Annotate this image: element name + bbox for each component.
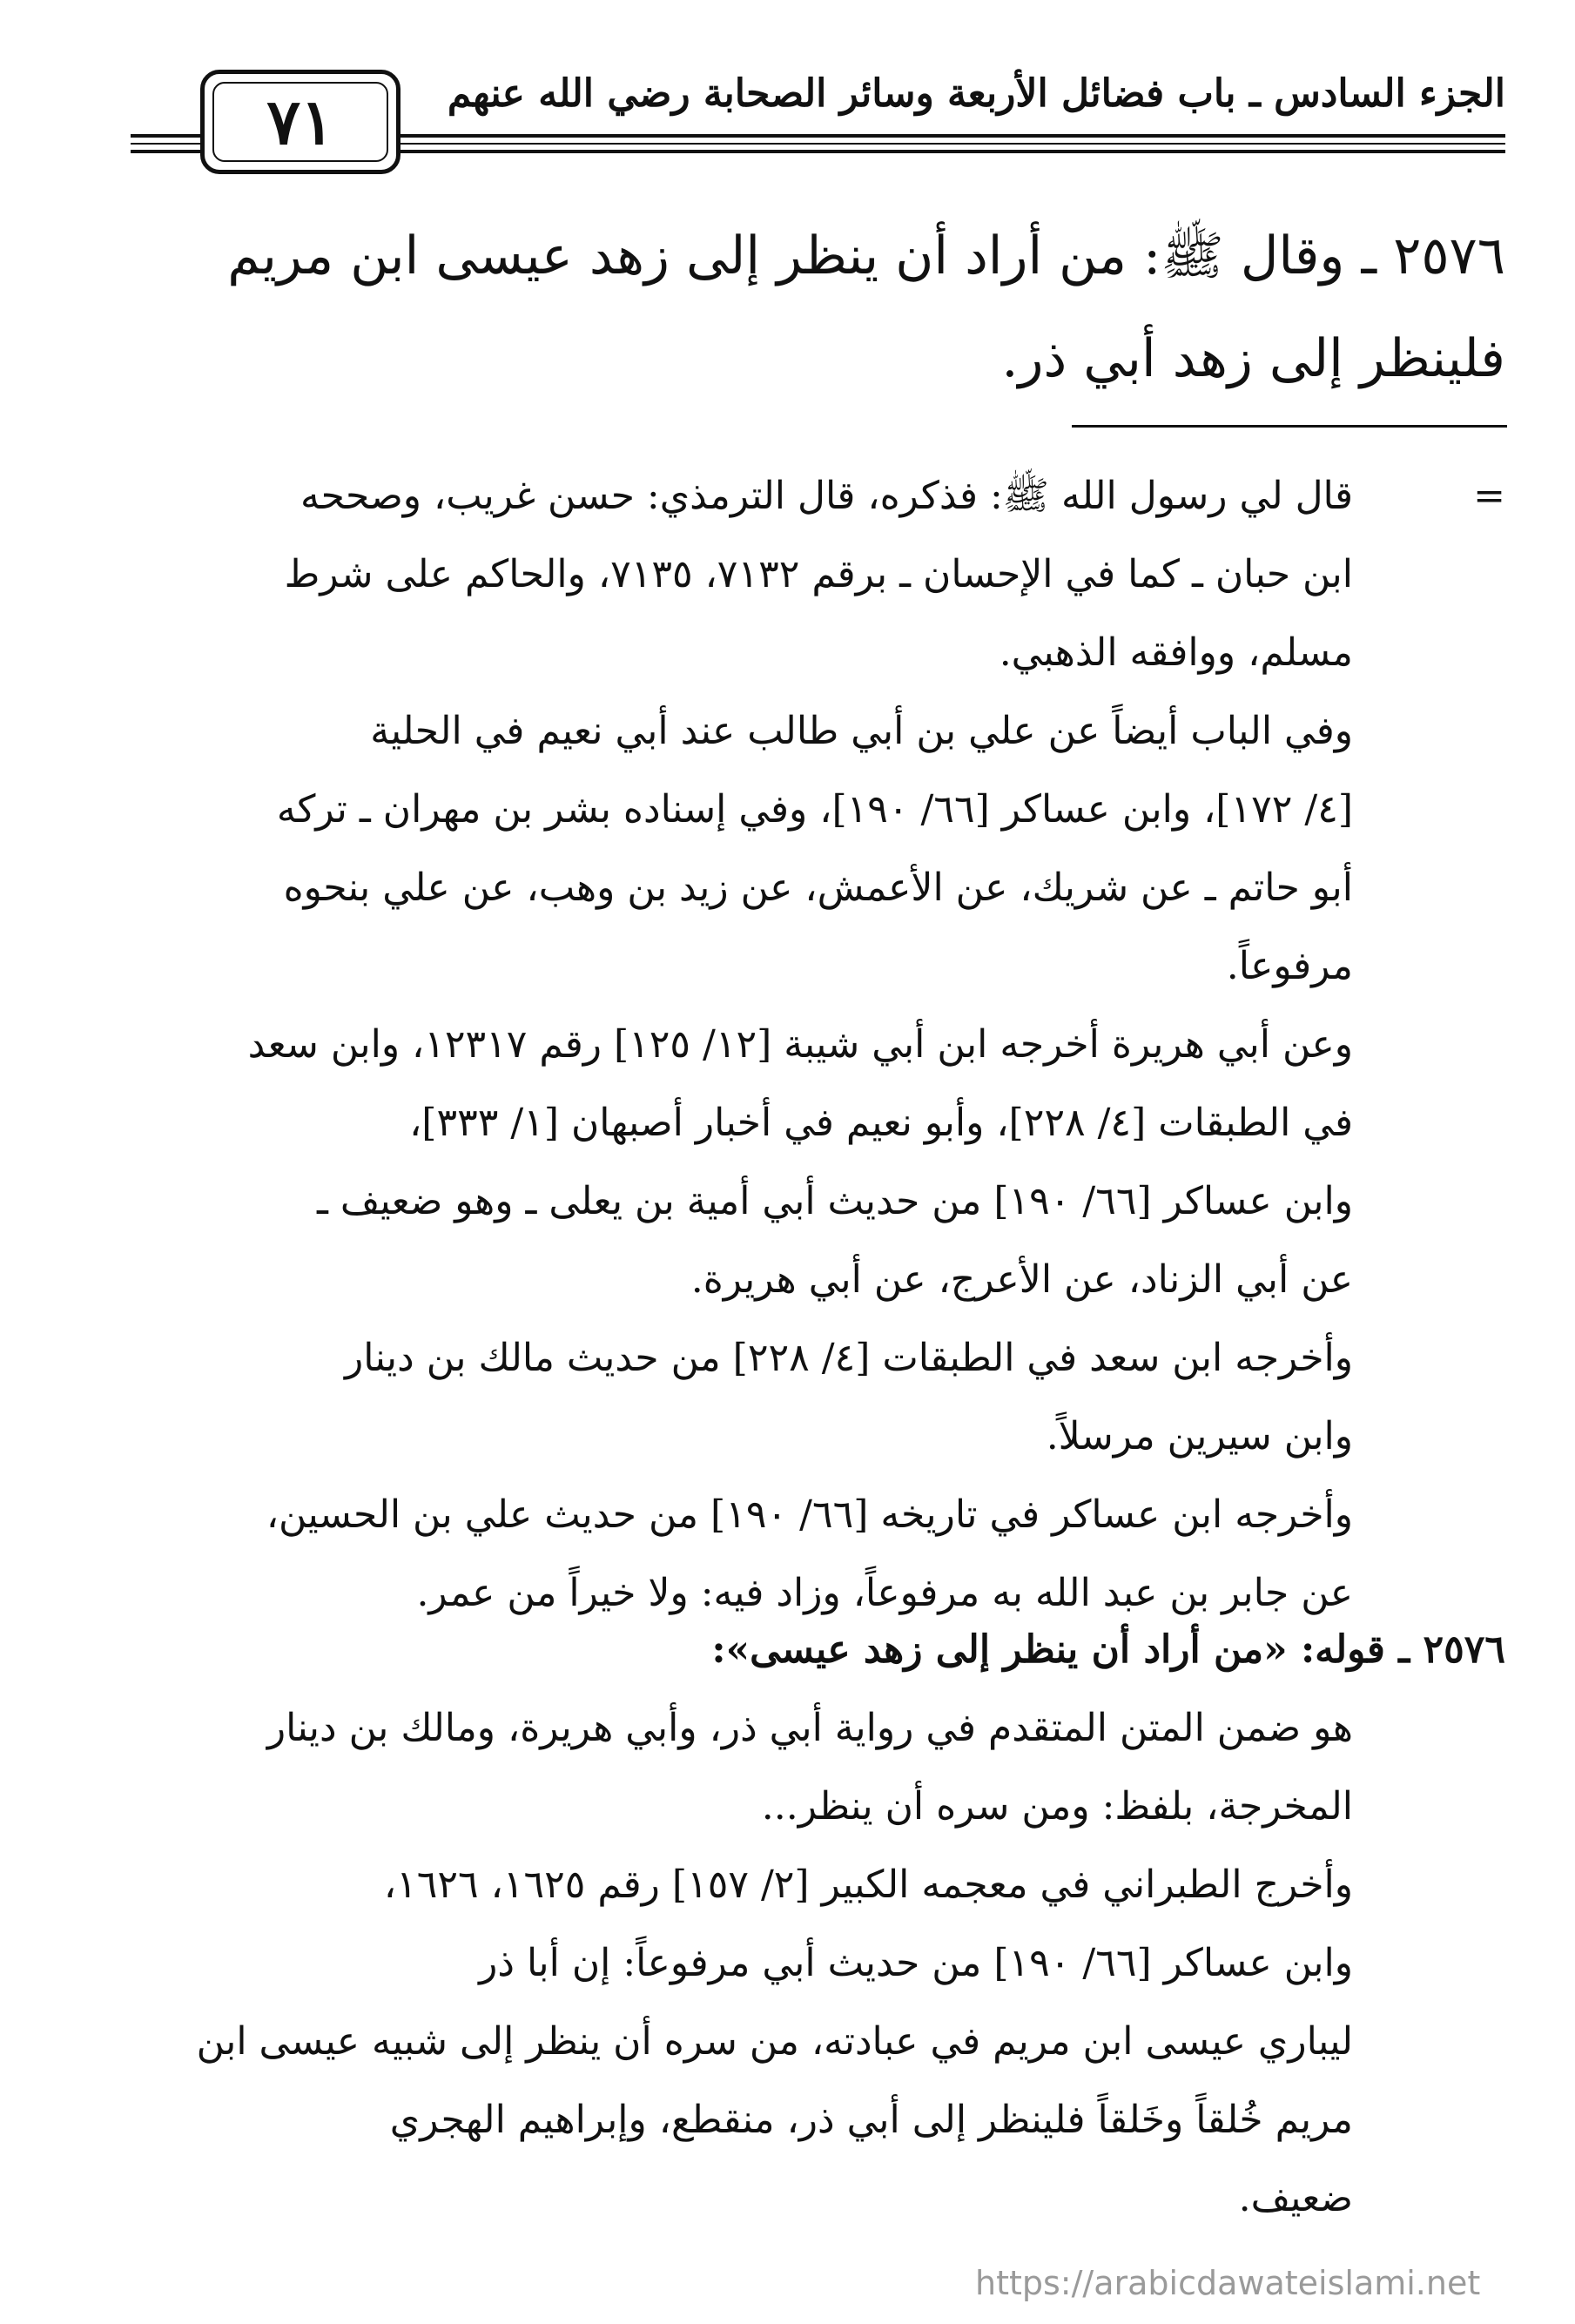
footnote-line: وابن سيرين مرسلاً. <box>1046 1414 1353 1458</box>
commentary-line: ليباري عيسى ابن مريم في عبادته، من سره أن ينظر إلى شبيه عيسى ابن <box>196 2019 1353 2064</box>
footnote-line: قال لي رسول الله ﷺ: فذكره، قال الترمذي: حسن غريب، وصححه <box>300 474 1353 518</box>
footnote-line: وابن عساكر [٦٦/ ١٩٠] من حديث أبي أمية بن يعلى ـ وهو ضعيف ـ <box>317 1179 1353 1223</box>
page-number-frame <box>200 70 400 174</box>
footnote-line: وأخرجه ابن سعد في الطبقات [٤/ ٢٢٨] من حديث مالك بن دينار <box>344 1336 1353 1380</box>
commentary-line: وأخرج الطبراني في معجمه الكبير [٢/ ١٥٧] رقم ١٦٢٥، ١٦٢٦، <box>383 1863 1353 1907</box>
footnote-continuation-mark: = <box>1473 474 1505 518</box>
footnote-line: عن أبي الزناد، عن الأعرج، عن أبي هريرة. <box>690 1257 1353 1302</box>
footnote-divider <box>1072 425 1507 428</box>
running-head: الجزء السادس ـ باب فضائل الأربعة وسائر الصحابة رضي الله عنهم <box>447 71 1505 116</box>
commentary <box>143 1611 1505 2238</box>
commentary-line: ضعيف. <box>1238 2176 1353 2220</box>
footnote-line: مرفوعاً. <box>1226 944 1353 988</box>
commentary-body <box>143 1689 1505 2238</box>
commentary-line: مريم خُلقاً وخَلقاً فلينظر إلى أبي ذر، منقطع، وإبراهيم الهجري <box>389 2098 1353 2142</box>
footnote-line: [٤/ ١٧٢]، وابن عساكر [٦٦/ ١٩٠]، وفي إسناده بشر بن مهران ـ تركه <box>276 787 1353 832</box>
commentary-line: وابن عساكر [٦٦/ ١٩٠] من حديث أبي مرفوعاً: إن أبا ذر <box>479 1941 1353 1985</box>
footnote-line: ابن حبان ـ كما في الإحسان ـ برقم ٧١٣٢، ٧١٣٥، والحاكم على شرط <box>284 552 1353 596</box>
watermark-url: https://arabicdawateislami.net <box>975 2264 1481 2302</box>
footnote-line: أبو حاتم ـ عن شريك، عن الأعمش، عن زيد بن وهب، عن علي بنحوه <box>283 866 1353 910</box>
footnote-line: وفي الباب أيضاً عن علي بن أبي طالب عند أبي نعيم في الحلية <box>370 709 1353 753</box>
footnote-line: عن جابر بن عبد الله به مرفوعاً، وزاد فيه: ولا خيراً من عمر. <box>416 1571 1353 1615</box>
commentary-line: هو ضمن المتن المتقدم في رواية أبي ذر، وأبي هريرة، ومالك بن دينار <box>266 1706 1353 1750</box>
footnote-line: وأخرجه ابن عساكر في تاريخه [٦٦/ ١٩٠] من حديث علي بن الحسين، <box>266 1492 1353 1537</box>
hadith-line: فلينظر إلى زهد أبي ذر. <box>1001 328 1505 389</box>
page-number: ٧١ <box>266 84 334 158</box>
footnote-line: في الطبقات [٤/ ٢٢٨]، وأبو نعيم في أخبار أصبهان [١/ ٣٣٣]، <box>409 1101 1353 1145</box>
commentary-line: المخرجة، بلفظ: ومن سره أن ينظر... <box>761 1784 1353 1829</box>
page-header <box>131 61 1505 165</box>
footnotes <box>143 457 1353 1633</box>
footnote-line: وعن أبي هريرة أخرجه ابن أبي شيبة [١٢/ ١٢٥] رقم ١٢٣١٧، وابن سعد <box>247 1022 1353 1067</box>
hadith-line: ٢٥٧٦ ـ وقال ﷺ: من أراد أن ينظر إلى زهد عيسى ابن مريم <box>227 226 1505 286</box>
hadith-text <box>165 205 1505 410</box>
footnote-line: مسلم، ووافقه الذهبي. <box>999 630 1353 675</box>
commentary-heading: ٢٥٧٦ ـ قوله: «من أراد أن ينظر إلى زهد عيسى»: <box>711 1627 1505 1672</box>
